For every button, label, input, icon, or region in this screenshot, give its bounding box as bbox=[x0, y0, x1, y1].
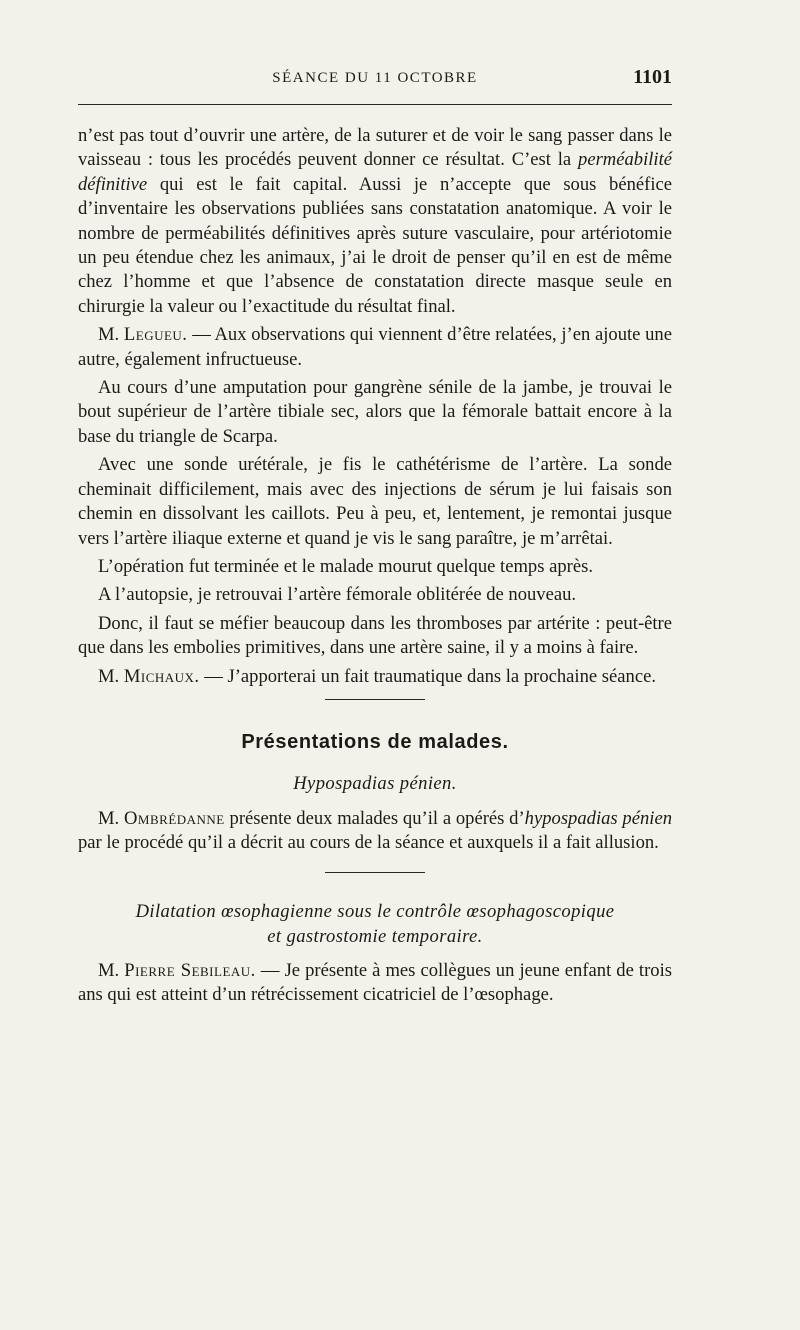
page-body bbox=[78, 124, 672, 1011]
speech-text: — J’apporterai un fait traumatique dans la prochaine séance. bbox=[199, 665, 656, 687]
paragraph-ombredanne bbox=[78, 807, 672, 856]
text-run: n’est pas tout d’ouvrir une artère, de la suturer et de voir le sang passer dans le vaisseau : tous les procédés peuvent donner ce résultat. C’est la bbox=[78, 125, 672, 171]
section-divider bbox=[325, 699, 425, 700]
subsection-title-hypospadias: Hypospadias pénien. bbox=[293, 773, 457, 795]
speaker-name: Michaux. bbox=[123, 665, 200, 687]
speaker-name: Ombrédanne bbox=[123, 807, 225, 829]
running-head bbox=[78, 66, 672, 96]
speaker-prefix: M. bbox=[98, 959, 125, 981]
paragraph-sebileau bbox=[78, 959, 672, 1008]
emphasis-text: hypospadias pénien bbox=[524, 807, 672, 829]
text-run: qui est le fait capital. Aussi je n’accepte que sous bénéfice d’inventaire les observations publiées sans constatation anatomique. A voir le nombre de perméabilités définitives après suture vasculaire, pour artériotomie un peu étendue chez les animaux, j’ai le droit de penser qu’il en est de même chez l’homme et que l’absence de constatation directe masque seule en chirurgie la valeur ou l’exactitude du résultat final. bbox=[78, 173, 672, 317]
text-run: par le procédé qu’il a décrit au cours de la séance et auxquels il a fait allusion. bbox=[78, 832, 659, 854]
subsection-title-dilatation bbox=[78, 899, 672, 949]
paragraph-continuation bbox=[78, 124, 672, 319]
paragraph-amputation: Au cours d’une amputation pour gangrène sénile de la jambe, je trouvai le bout supérieur de l’artère tibiale sec, alors que la fémorale battait encore à la base du triangle de Scarpa. bbox=[78, 377, 672, 447]
subsection-title-line: et gastrostomie temporaire. bbox=[267, 925, 483, 947]
speaker-prefix: M. bbox=[98, 665, 124, 687]
running-title: SÉANCE DU 11 OCTOBRE bbox=[272, 70, 478, 86]
speaker-name: Legueu. bbox=[123, 324, 188, 346]
speaker-prefix: M. bbox=[98, 324, 124, 346]
subsection-title-line: Dilatation œsophagienne sous le contrôle œsophagoscopique bbox=[135, 900, 615, 922]
speaker-prefix: M. bbox=[98, 807, 124, 829]
page-number: 1101 bbox=[633, 66, 672, 88]
paragraph-michaux bbox=[78, 665, 672, 689]
subsection-divider bbox=[325, 872, 425, 873]
paragraph-conclusion: Donc, il faut se méfier beaucoup dans les thromboses par artérite : peut-être que dans les embolies primitives, dans une artère saine, il y a moins à faire. bbox=[78, 612, 672, 659]
header-rule bbox=[78, 104, 672, 105]
speech-text: — Je présente à mes collègues un jeune enfant de trois ans qui est atteint d’un rétrécissement cicatriciel de l’œsophage. bbox=[78, 959, 672, 1005]
speaker-name: Pierre Sebileau. bbox=[124, 959, 256, 981]
paragraph-autopsy: A l’autopsie, je retrouvai l’artère fémorale oblitérée de nouveau. bbox=[98, 584, 577, 606]
paragraph-catheterism: Avec une sonde urétérale, je fis le cathétérisme de l’artère. La sonde cheminait difficilement, mais avec des injections de sérum je lui faisais son chemin en dissolvant les caillots. Peu à peu, et, lentement, je remontai jusque vers l’artère iliaque externe et quand je vis le sang paraître, je m’arrêtai. bbox=[78, 454, 672, 549]
text-run: présente deux malades qu’il a opérés d’ bbox=[224, 807, 525, 829]
paragraph-legueu bbox=[78, 323, 672, 372]
speech-text: — Aux observations qui viennent d’être relatées, j’en ajoute une autre, également infructueuse. bbox=[78, 324, 672, 370]
section-title: Présentations de malades. bbox=[241, 730, 509, 753]
paragraph-operation: L’opération fut terminée et le malade mourut quelque temps après. bbox=[98, 555, 593, 577]
emphasis-text: perméabilité définitive bbox=[78, 149, 672, 195]
